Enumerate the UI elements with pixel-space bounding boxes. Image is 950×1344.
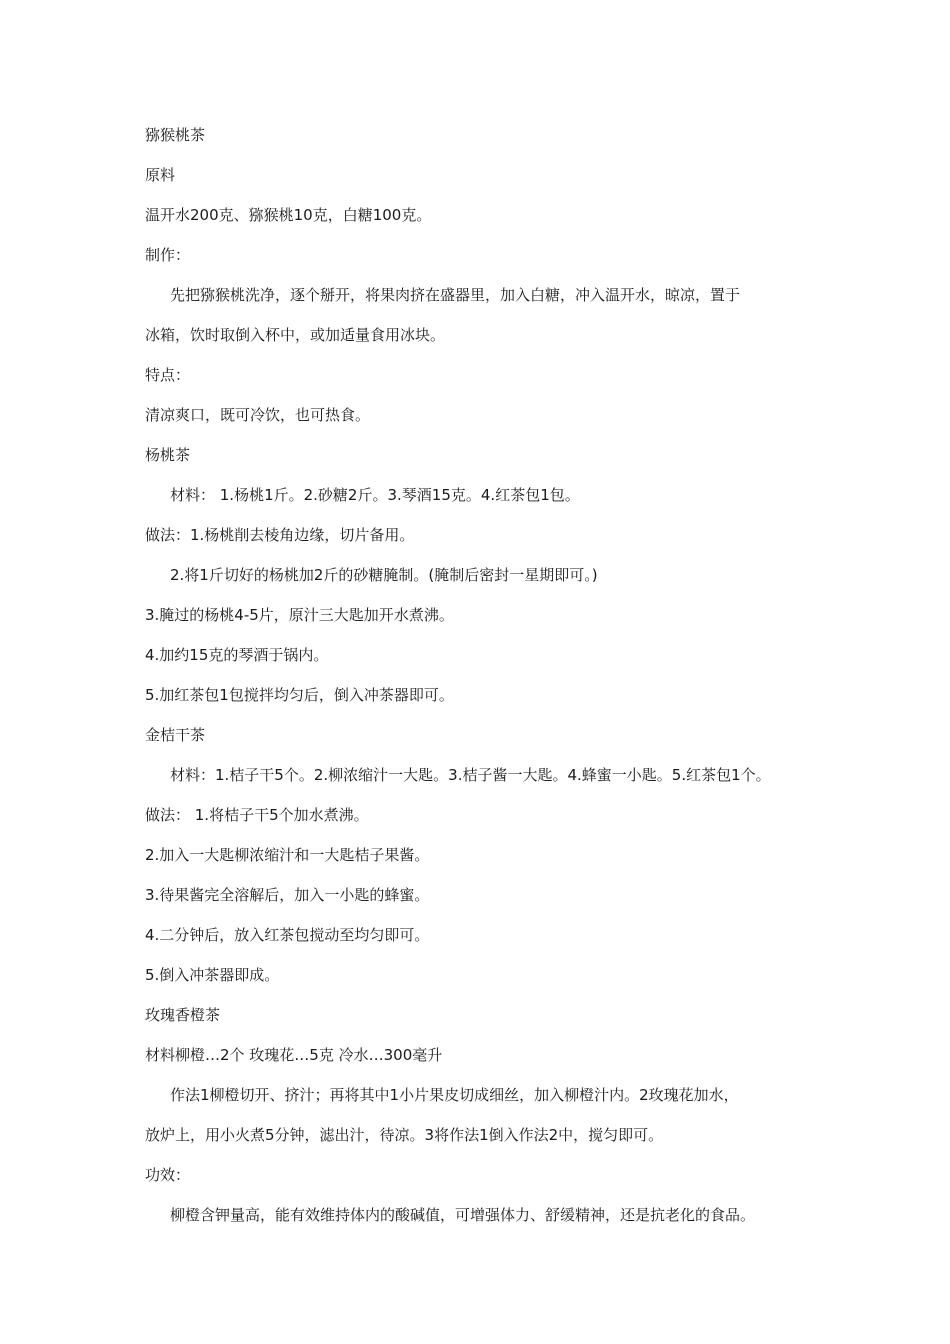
heading-kiwi-tea: 猕猴桃茶 bbox=[145, 126, 206, 144]
text-line: 做法： 1.将桔子干5个加水煮沸。 bbox=[145, 806, 369, 824]
label-ingredients: 原料 bbox=[145, 166, 176, 184]
text-line: 温开水200克、猕猴桃10克，白糖100克。 bbox=[145, 206, 432, 224]
heading-rose-orange-tea: 玫瑰香橙茶 bbox=[145, 1006, 221, 1024]
text-line: 5.加红茶包1包搅拌均匀后，倒入冲茶器即可。 bbox=[145, 686, 454, 704]
text-line: 材料： 1.杨桃1斤。2.砂糖2斤。3.琴酒15克。4.红茶包1包。 bbox=[170, 486, 580, 504]
text-line: 做法：1.杨桃削去棱角边缘，切片备用。 bbox=[145, 526, 415, 544]
text-line: 5.倒入冲茶器即成。 bbox=[145, 966, 280, 984]
text-line: 先把猕猴桃洗净，逐个掰开，将果肉挤在盛器里，加入白糖，冲入温开水，晾凉，置于 bbox=[170, 286, 741, 304]
text-line: 放炉上，用小火煮5分钟，滤出汁，待凉。3将作法1倒入作法2中，搅匀即可。 bbox=[145, 1126, 664, 1144]
label-features: 特点： bbox=[145, 366, 191, 384]
text-line: 作法1柳橙切开、挤汁；再将其中1小片果皮切成细丝，加入柳橙汁内。2玫瑰花加水， bbox=[170, 1086, 739, 1104]
heading-kumquat-tea: 金桔干茶 bbox=[145, 726, 206, 744]
text-line: 4.加约15克的琴酒于锅内。 bbox=[145, 646, 329, 664]
text-line: 柳橙含钾量高，能有效维持体内的酸碱值，可增强体力、舒缓精神，还是抗老化的食品。 bbox=[170, 1206, 756, 1224]
label-method: 制作： bbox=[145, 246, 191, 264]
label-efficacy: 功效： bbox=[145, 1166, 191, 1184]
heading-starfruit-tea: 杨桃茶 bbox=[145, 446, 191, 464]
text-line: 清凉爽口，既可冷饮，也可热食。 bbox=[145, 406, 371, 424]
text-line: 冰箱，饮时取倒入杯中，或加适量食用冰块。 bbox=[145, 326, 446, 344]
text-line: 材料：1.桔子干5个。2.柳浓缩汁一大匙。3.桔子酱一大匙。4.蜂蜜一小匙。5.红茶包1个。 bbox=[170, 766, 771, 784]
text-line: 3.腌过的杨桃4-5片，原汁三大匙加开水煮沸。 bbox=[145, 606, 454, 624]
text-line: 3.待果酱完全溶解后，加入一小匙的蜂蜜。 bbox=[145, 886, 430, 904]
text-line: 2.将1斤切好的杨桃加2斤的砂糖腌制。(腌制后密封一星期即可。) bbox=[170, 566, 598, 584]
text-line: 4.二分钟后，放入红茶包搅动至均匀即可。 bbox=[145, 926, 430, 944]
text-line: 材料柳橙…2个 玫瑰花…5克 冷水…300毫升 bbox=[145, 1046, 443, 1064]
text-line: 2.加入一大匙柳浓缩汁和一大匙桔子果酱。 bbox=[145, 846, 430, 864]
